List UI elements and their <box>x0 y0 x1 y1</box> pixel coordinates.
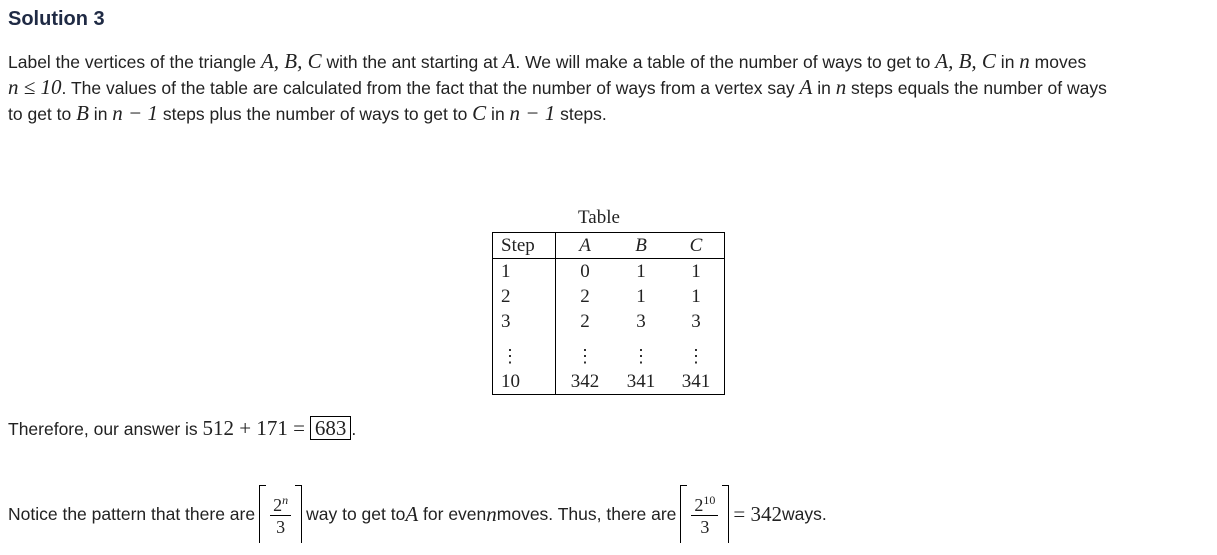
cell-step: 10 <box>493 369 556 395</box>
text: in <box>486 104 510 124</box>
math: = 342 <box>733 501 782 526</box>
text: moves <box>1029 52 1087 72</box>
math: n ≤ 10 <box>8 75 62 99</box>
cell-a: 342 <box>556 369 615 395</box>
math: n − 1 <box>112 101 158 125</box>
cell-c: 1 <box>668 259 725 285</box>
text: . The values of the table are calculated from the fact that the number of ways from a vertex say <box>61 78 800 98</box>
header-b: B <box>614 233 668 259</box>
cell-c: 1 <box>668 284 725 309</box>
text: steps. <box>555 104 607 124</box>
vertical-ellipsis: ⋮ <box>576 345 594 366</box>
frac-denominator: 3 <box>276 517 286 537</box>
math: n − 1 <box>509 101 556 125</box>
intro-line-2 <box>8 74 1107 101</box>
table-row <box>493 259 725 285</box>
text: moves. Thus, there are <box>496 503 677 524</box>
cell-step: 2 <box>493 284 556 309</box>
cell-step: 3 <box>493 309 556 334</box>
solution-heading: Solution 3 <box>8 8 105 30</box>
ceiling-fraction-2-10-over-3 <box>680 485 729 543</box>
text: in <box>88 104 113 124</box>
header-step: Step <box>493 233 556 259</box>
cell-c: 341 <box>668 369 725 395</box>
frac-base: 2 <box>273 495 283 515</box>
math: n <box>486 501 497 526</box>
ways-table <box>492 232 725 395</box>
header-a: A <box>556 233 615 259</box>
math: A, B, C <box>260 49 322 73</box>
cell-c: 3 <box>668 309 725 334</box>
cell-a: 0 <box>580 260 590 282</box>
cell-b: 1 <box>636 285 646 307</box>
cell-b: 341 <box>614 369 668 395</box>
math: n <box>835 75 847 99</box>
frac-exponent: 10 <box>703 493 716 507</box>
text: in <box>812 78 836 98</box>
frac-base: 2 <box>694 495 704 515</box>
text: . We will make a table of the number of ways to get to <box>515 52 936 72</box>
pattern-note <box>8 484 827 544</box>
text: Notice the pattern that there are <box>8 503 256 524</box>
cell-b: 1 <box>636 260 646 282</box>
cell-b: 3 <box>636 310 646 332</box>
math: 512 + 171 = <box>202 416 305 440</box>
vertical-ellipsis: ⋮ <box>501 345 519 366</box>
text: steps equals the number of ways <box>846 78 1107 98</box>
cell-a: 2 <box>580 310 590 332</box>
vertical-ellipsis: ⋮ <box>632 345 650 366</box>
cell-a: 2 <box>580 285 590 307</box>
table-row <box>493 284 725 309</box>
answer-line <box>8 416 356 441</box>
text: in <box>995 52 1020 72</box>
text: way to get to <box>306 503 406 524</box>
ceiling-fraction-2n-over-3 <box>259 485 302 543</box>
text: . <box>351 419 357 439</box>
text: to get to <box>8 104 77 124</box>
math: A <box>502 49 516 73</box>
header-c: C <box>668 233 725 259</box>
text: steps plus the number of ways to get to <box>157 104 473 124</box>
text: Therefore, our answer is <box>8 419 203 439</box>
frac-denominator: 3 <box>700 517 710 537</box>
cell-step: 1 <box>493 259 556 285</box>
intro-line-3 <box>8 100 607 127</box>
table-final-row <box>493 369 725 395</box>
math: n <box>1019 49 1030 73</box>
text: Label the vertices of the triangle <box>8 52 261 72</box>
table-ellipsis-row <box>493 344 725 369</box>
intro-line-1 <box>8 48 1086 75</box>
frac-exponent: n <box>282 493 289 507</box>
math: A <box>799 75 813 99</box>
table-row <box>493 309 725 334</box>
vertical-ellipsis: ⋮ <box>687 345 705 366</box>
table-header-row <box>493 233 725 259</box>
math: B <box>76 101 89 125</box>
boxed-answer: 683 <box>310 416 352 440</box>
math: C <box>472 101 487 125</box>
math: A <box>405 501 419 526</box>
table-caption: Table <box>578 207 620 228</box>
text: ways. <box>781 503 827 524</box>
math: A, B, C <box>935 49 996 73</box>
text: for even <box>423 503 487 524</box>
table-gap-row <box>493 334 725 344</box>
text: with the ant starting at <box>321 52 503 72</box>
